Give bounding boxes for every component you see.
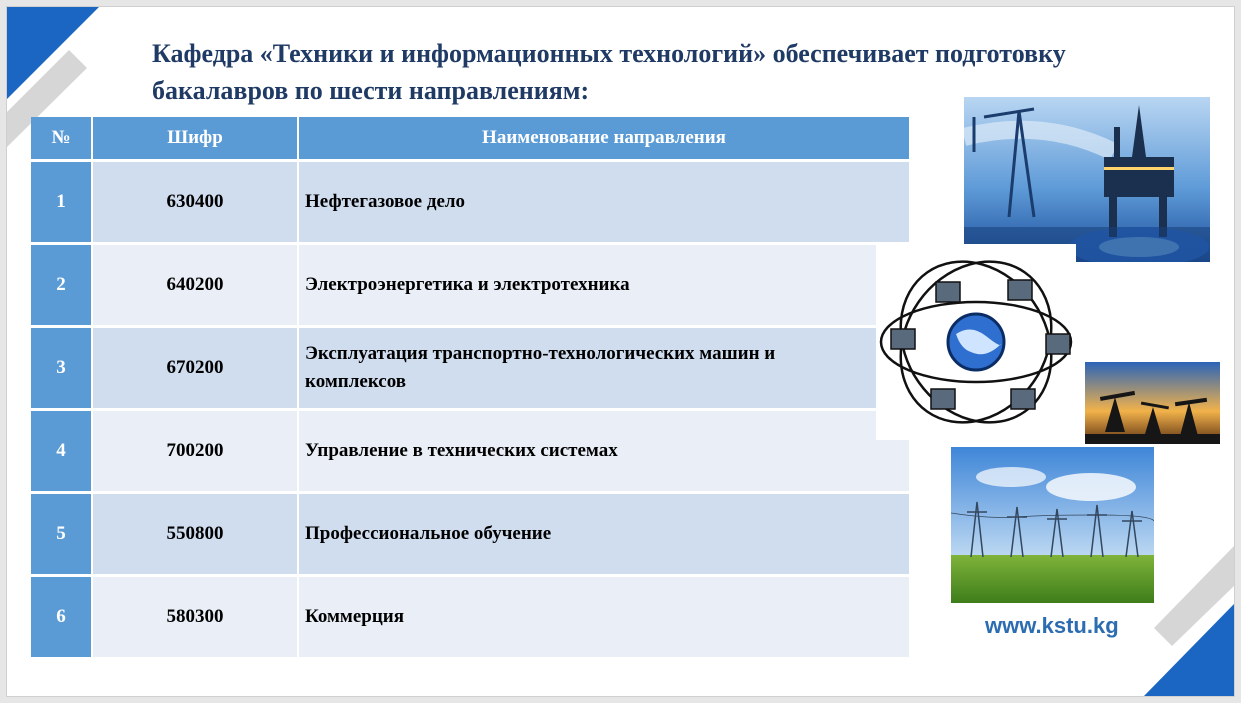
row-name: Нефтегазовое дело [299, 162, 909, 245]
row-code: 700200 [93, 411, 299, 494]
slide [6, 6, 1235, 697]
row-name: Эксплуатация транспортно-технологических машин и комплексов [299, 328, 909, 411]
website-link[interactable]: www.kstu.kg [985, 613, 1119, 638]
table-row [31, 328, 909, 411]
oil-gas-industry-photo [964, 97, 1210, 262]
row-name: Электроэнергетика и электротехника [299, 245, 909, 328]
header-number: № [31, 117, 93, 162]
row-code: 580300 [93, 577, 299, 660]
row-name: Профессиональное обучение [299, 494, 909, 577]
oil-pumps-sunset-photo [1085, 362, 1220, 444]
row-number: 5 [31, 494, 93, 577]
table-row [31, 494, 909, 577]
row-name: Коммерция [299, 577, 909, 660]
row-name: Управление в технических системах [299, 411, 909, 494]
table-row [31, 245, 909, 328]
header-code: Шифр [93, 117, 299, 162]
directions-table [31, 117, 909, 660]
row-number: 4 [31, 411, 93, 494]
row-number: 1 [31, 162, 93, 245]
row-code: 670200 [93, 328, 299, 411]
row-number: 6 [31, 577, 93, 660]
table-header-row [31, 117, 909, 162]
power-lines-field-photo [951, 447, 1154, 603]
row-code: 630400 [93, 162, 299, 245]
table-row [31, 162, 909, 245]
header-name: Наименование направления [299, 117, 909, 162]
row-number: 3 [31, 328, 93, 411]
table-row [31, 411, 909, 494]
computer-network-globe-illustration [876, 244, 1076, 440]
row-code: 640200 [93, 245, 299, 328]
row-number: 2 [31, 245, 93, 328]
table-row [31, 577, 909, 660]
slide-title: Кафедра «Техники и информационных технологий» обеспечивает подготовку бакалавров по шести направлениям: [152, 39, 1066, 105]
row-code: 550800 [93, 494, 299, 577]
